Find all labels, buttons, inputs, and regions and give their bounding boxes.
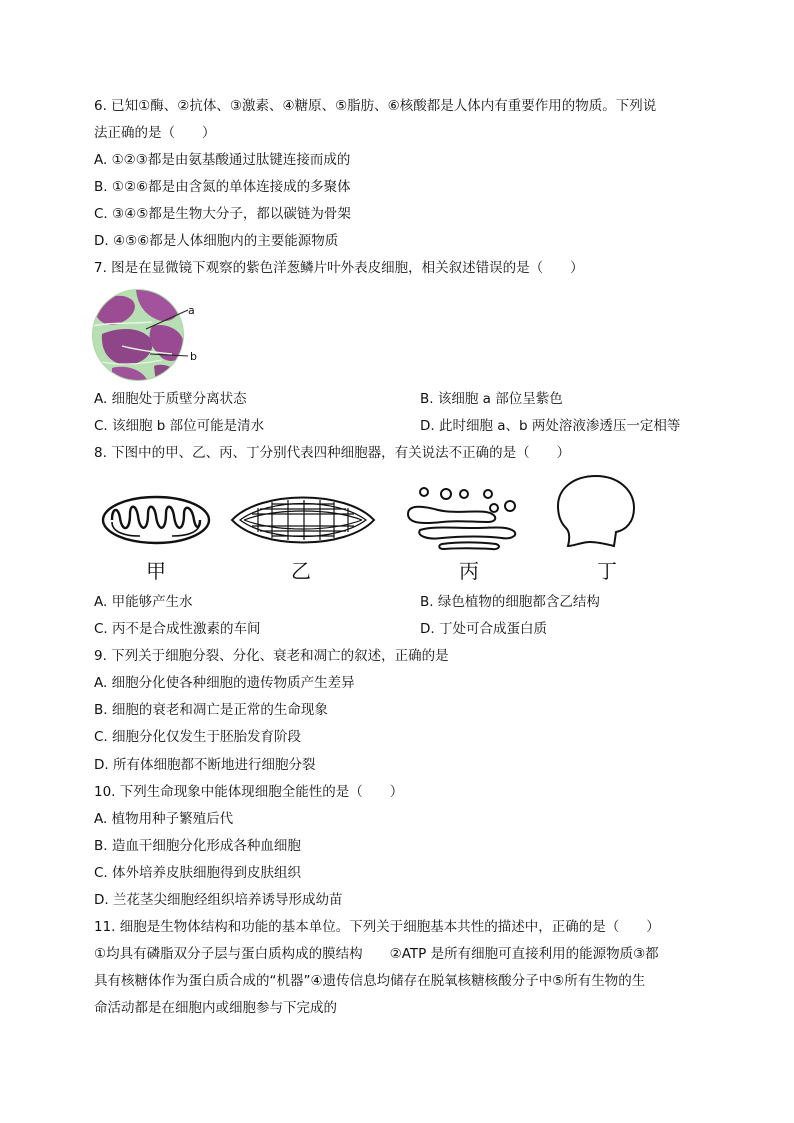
label-bing: 丙 bbox=[459, 559, 479, 583]
chloroplast-drawing bbox=[230, 488, 376, 552]
q10-stem: 10. 下列生命现象中能体现细胞全能性的是（ ） bbox=[94, 784, 404, 800]
label-jia: 甲 bbox=[146, 559, 166, 583]
q8-option-b: B. 绿色植物的细胞都含乙结构 bbox=[420, 594, 600, 610]
q10-option-b: B. 造血干细胞分化形成各种血细胞 bbox=[94, 838, 301, 854]
q11-stem: 11. 细胞是生物体结构和功能的基本单位。下列关于细胞基本共性的描述中，正确的是（ ） bbox=[94, 919, 660, 935]
q6-stem-line1: 6. 已知①酶、②抗体、③激素、④糖原、⑤脂肪、⑥核酸都是人体内有重要作用的物质。下列说 bbox=[94, 98, 657, 114]
label-a: a bbox=[188, 304, 195, 317]
q6-option-b: B. ①②⑥都是由含氮的单体连接成的多聚体 bbox=[94, 179, 351, 195]
q8-option-d: D. 丁处可合成蛋白质 bbox=[420, 621, 547, 637]
q7-option-c: C. 该细胞 b 部位可能是清水 bbox=[94, 418, 265, 434]
q8-stem: 8. 下图中的甲、乙、丙、丁分别代表四种细胞器，有关说法不正确的是（ ） bbox=[94, 445, 571, 461]
q10-option-a: A. 植物用种子繁殖后代 bbox=[94, 811, 234, 827]
onion-cell-micrograph bbox=[92, 286, 222, 384]
q9-option-b: B. 细胞的衰老和凋亡是正常的生命现象 bbox=[94, 702, 328, 718]
label-yi: 乙 bbox=[291, 559, 311, 583]
golgi-drawing bbox=[402, 486, 530, 552]
q6-option-c: C. ③④⑤都是生物大分子，都以碳链为骨架 bbox=[94, 206, 351, 222]
label-ding: 丁 bbox=[597, 559, 617, 583]
q10-option-c: C. 体外培养皮肤细胞得到皮肤组织 bbox=[94, 865, 302, 881]
q7-option-d: D. 此时细胞 a、b 两处溶液渗透压一定相等 bbox=[420, 418, 681, 434]
q8-option-a: A. 甲能够产生水 bbox=[94, 594, 193, 610]
q11-body-line1: ①均具有磷脂双分子层与蛋白质构成的膜结构 ②ATP 是所有细胞可直接利用的能源物质③都 bbox=[94, 946, 659, 962]
q11-body-line2: 具有核糖体作为蛋白质合成的“机器”④遗传信息均储存在脱氧核糖核酸分子中⑤所有生物的生 bbox=[94, 973, 646, 989]
label-b: b bbox=[190, 350, 197, 363]
q9-option-a: A. 细胞分化使各种细胞的遗传物质产生差异 bbox=[94, 675, 355, 691]
q9-stem: 9. 下列关于细胞分裂、分化、衰老和凋亡的叙述，正确的是 bbox=[94, 648, 449, 664]
q8-option-c: C. 丙不是合成性激素的车间 bbox=[94, 621, 261, 637]
q7-option-a: A. 细胞处于质壁分离状态 bbox=[94, 391, 247, 407]
mitochondrion-drawing bbox=[100, 494, 212, 546]
q7-stem: 7. 图是在显微镜下观察的紫色洋葱鳞片叶外表皮细胞，相关叙述错误的是（ ） bbox=[94, 260, 584, 276]
q11-body-line3: 命活动都是在细胞内或细胞参与下完成的 bbox=[94, 1000, 337, 1016]
q7-option-b: B. 该细胞 a 部位呈紫色 bbox=[420, 391, 563, 407]
q6-stem-line2: 法正确的是（ ） bbox=[94, 125, 216, 141]
q6-option-d: D. ④⑤⑥都是人体细胞内的主要能源物质 bbox=[94, 233, 339, 249]
q6-option-a: A. ①②③都是由氨基酸通过肽键连接而成的 bbox=[94, 152, 351, 168]
q9-option-c: C. 细胞分化仅发生于胚胎发育阶段 bbox=[94, 729, 302, 745]
q9-option-d: D. 所有体细胞都不断地进行细胞分裂 bbox=[94, 757, 316, 773]
q10-option-d: D. 兰花茎尖细胞经组织培养诱导形成幼苗 bbox=[94, 892, 343, 908]
ribosome-drawing bbox=[556, 472, 638, 550]
